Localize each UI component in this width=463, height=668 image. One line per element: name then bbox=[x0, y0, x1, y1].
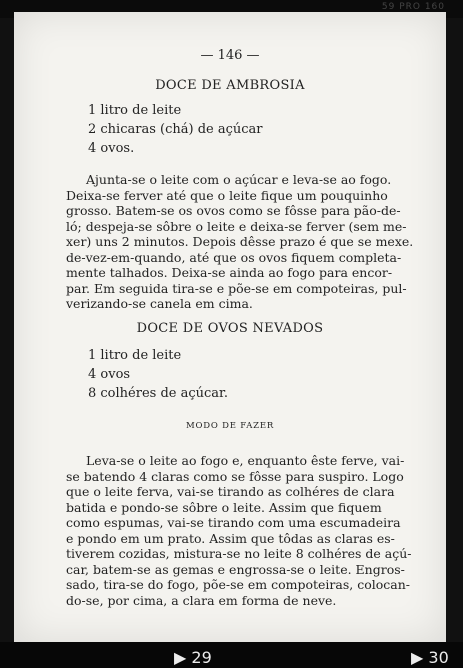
instruction-line: Ajunta-se o leite com o açúcar e leva-se ao fogo. bbox=[86, 172, 392, 187]
instruction-line: tiverem cozidas, mistura-se no leite 8 colhéres de açú- bbox=[66, 546, 412, 561]
instruction-line: que o leite ferva, vai-se tirando as colhéres de clara bbox=[66, 484, 395, 499]
instruction-line: grosso. Batem-se os ovos como se fôsse para pão-de- bbox=[66, 203, 401, 218]
instruction-line: mente talhados. Deixa-se ainda ao fogo para encor- bbox=[66, 265, 393, 280]
instructions-ovos-nevados bbox=[66, 453, 412, 608]
page-number: — 146 — bbox=[200, 48, 260, 63]
recipe-title-ambrosia: DOCE DE AMBROSIA bbox=[155, 78, 305, 93]
instruction-line: e pondo em um prato. Assim que tôdas as claras es- bbox=[66, 530, 395, 546]
instruction-line: Deixa-se ferver até que o leite fique um pouquinho bbox=[66, 187, 388, 203]
frame-number-30: ▶ 30 bbox=[411, 648, 449, 667]
film-code: 59 PRO 160 bbox=[381, 2, 445, 12]
instruction-line: sado, tira-se do fogo, põe-se em compoteiras, colocan- bbox=[66, 577, 410, 592]
ingredient-item: 4 ovos. bbox=[88, 141, 135, 156]
recipe-title-ovos-nevados: DOCE DE OVOS NEVADOS bbox=[136, 321, 324, 336]
ingredient-item: 1 litro de leite bbox=[88, 348, 182, 363]
instruction-line: Leva-se o leite ao fogo e, enquanto êste ferve, vai- bbox=[86, 453, 405, 468]
instruction-line: do-se, por cima, a clara em forma de neve. bbox=[66, 592, 337, 608]
instruction-line: de-vez-em-quando, até que os ovos fiquem completa- bbox=[66, 249, 402, 265]
instruction-line: car, batem-se as gemas e engrossa-se o leite. Engros- bbox=[66, 561, 405, 577]
method-subheading: MODO DE FAZER bbox=[185, 421, 275, 431]
instruction-line: batida e pondo-se sôbre o leite. Assim que fiquem bbox=[66, 499, 382, 515]
ingredient-item: 2 chicaras (chá) de açúcar bbox=[88, 122, 263, 137]
ingredient-item: 8 colhéres de açúcar. bbox=[88, 386, 228, 401]
film-strip-bottom bbox=[0, 642, 463, 668]
book-page bbox=[14, 12, 446, 642]
ingredient-item: 4 ovos bbox=[88, 367, 131, 382]
instruction-line: se batendo 4 claras como se fôsse para suspiro. Logo bbox=[66, 468, 404, 484]
instruction-line: ló; despeja-se sôbre o leite e deixa-se ferver (sem me- bbox=[66, 218, 407, 234]
instruction-line: como espumas, vai-se tirando com uma escumadeira bbox=[66, 515, 401, 530]
instruction-line: par. Em seguida tira-se e põe-se em compoteiras, pul- bbox=[66, 280, 407, 296]
instruction-line: xer) uns 2 minutos. Depois dêsse prazo é que se mexe. bbox=[66, 234, 414, 249]
ingredient-list-ovos-nevados bbox=[88, 346, 228, 403]
ingredient-list-ambrosia bbox=[88, 101, 263, 158]
instructions-ambrosia bbox=[66, 172, 412, 312]
instruction-line: verizando-se canela em cima. bbox=[66, 296, 253, 311]
ingredient-item: 1 litro de leite bbox=[88, 103, 182, 118]
frame-number-29: ▶ 29 bbox=[174, 648, 212, 667]
